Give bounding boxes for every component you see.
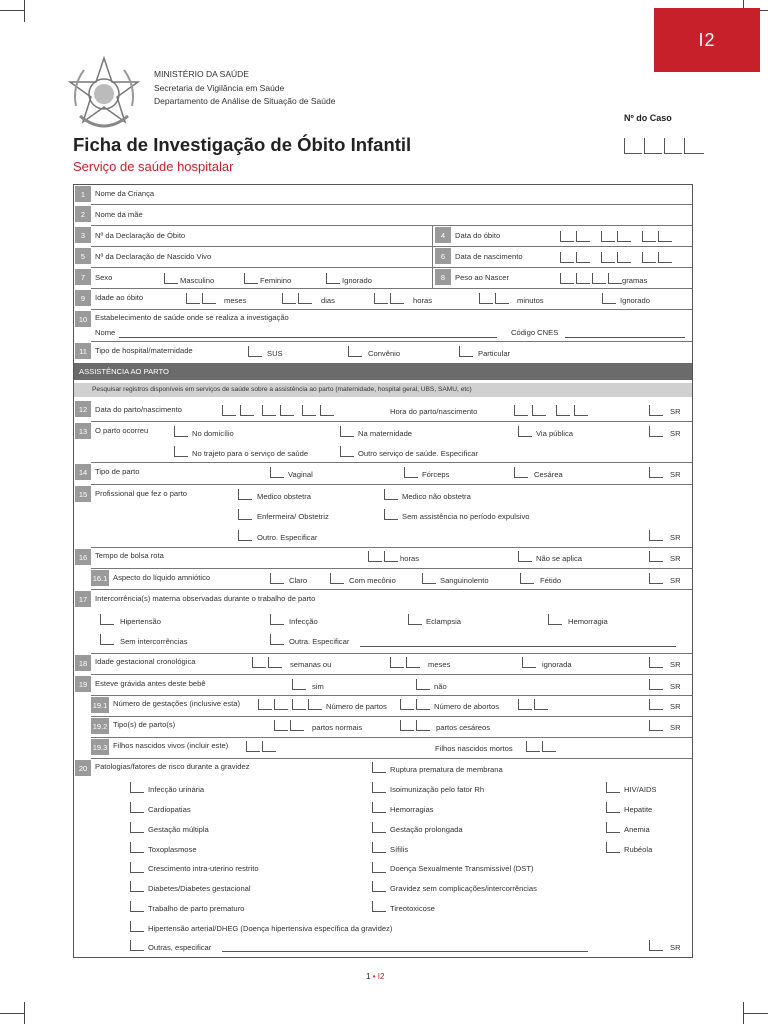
delivery-cesarean-checkbox[interactable] — [514, 467, 528, 478]
sex-female-checkbox[interactable] — [244, 273, 258, 284]
infection-label: Infecção — [289, 617, 318, 626]
risk-item: Anemia — [624, 825, 650, 834]
establishment-name-label: Nome — [95, 328, 116, 337]
hospital-convenio-label: Convênio — [368, 349, 401, 358]
delivery-type-label: Tipo de parto — [95, 467, 140, 476]
risk-checkbox[interactable] — [130, 782, 144, 793]
sr-label: SR — [670, 682, 681, 691]
sex-male-label: Masculino — [180, 276, 215, 285]
field-number: 7 — [75, 269, 91, 285]
sr-label: SR — [670, 723, 681, 732]
abortions-count-label: Número de abortos — [434, 702, 500, 711]
age-box[interactable] — [298, 293, 312, 304]
cesarean-births-box[interactable] — [400, 720, 414, 731]
age-hours-label: horas — [413, 296, 432, 305]
age-box[interactable] — [374, 293, 388, 304]
mother-name-label: Nome da mãe — [95, 210, 143, 219]
page-subtitle: Serviço de saúde hospitalar — [73, 159, 234, 174]
risk-item: Rubéola — [624, 845, 653, 854]
gest-weeks-box[interactable] — [268, 657, 282, 668]
stillborn-box[interactable] — [542, 741, 556, 752]
risk-checkbox[interactable] — [372, 842, 386, 853]
risk-checkbox[interactable] — [372, 881, 386, 892]
birth-time-box[interactable] — [514, 405, 528, 416]
weight-box[interactable] — [560, 273, 574, 284]
birth-time-label: Hora do parto/nascimento — [390, 407, 478, 416]
delivery-cesarean-label: Cesárea — [534, 470, 563, 479]
death-declaration-label: Nº da Declaração de Óbito — [95, 231, 186, 240]
field-number: 12 — [75, 401, 91, 417]
cesarean-births-box[interactable] — [416, 720, 430, 731]
sr-checkbox[interactable] — [649, 551, 663, 562]
rupture-hours-box[interactable] — [384, 551, 398, 562]
footer-code: I2 — [377, 972, 385, 981]
fluid-bloody-checkbox[interactable] — [422, 573, 436, 584]
form-code-tab: I2 — [654, 8, 760, 72]
birth-date-box[interactable] — [240, 405, 254, 416]
place-other-label: Outro serviço de saúde. Especificar — [358, 449, 478, 458]
cnes-line[interactable] — [565, 337, 685, 338]
field-number: 14 — [75, 464, 91, 480]
place-route-label: No trajeto para o serviço de saúde — [192, 449, 309, 458]
field-number: 15 — [75, 486, 91, 502]
birth-datetime-label: Data do parto/nascimento — [95, 405, 182, 414]
field-number: 16 — [75, 549, 91, 565]
fluid-bloody-label: Sanguinolento — [440, 576, 489, 585]
case-number-label: Nº do Caso — [624, 113, 672, 123]
case-number-box[interactable] — [644, 138, 662, 154]
sr-label: SR — [670, 470, 681, 479]
age-at-death-label: Idade ao óbito — [95, 293, 144, 302]
cnes-label: Código CNES — [511, 328, 559, 337]
weight-box[interactable] — [576, 273, 590, 284]
crop-mark — [0, 10, 24, 11]
risk-checkbox[interactable] — [372, 822, 386, 833]
field-number: 19.2 — [91, 718, 109, 734]
death-date-box[interactable] — [560, 231, 574, 242]
risk-checkbox[interactable] — [606, 782, 620, 793]
normal-births-box[interactable] — [290, 720, 304, 731]
death-date-box[interactable] — [642, 231, 656, 242]
field-number: 11 — [75, 343, 91, 359]
birth-date-box[interactable] — [576, 252, 590, 263]
risk-item: Cardiopatias — [148, 805, 191, 814]
hospital-private-checkbox[interactable] — [459, 346, 473, 357]
field-number: 17 — [75, 591, 91, 607]
rupture-na-label: Não se aplica — [536, 554, 583, 563]
gestations-box[interactable] — [258, 699, 272, 710]
sr-label: SR — [670, 702, 681, 711]
live-children-box[interactable] — [246, 741, 260, 752]
risk-checkbox[interactable] — [372, 901, 386, 912]
sex-ignored-label: Ignorado — [342, 276, 372, 285]
delivery-vaginal-checkbox[interactable] — [270, 467, 284, 478]
sr-label: SR — [670, 407, 681, 416]
risk-item: Gravidez sem complicações/intercorrências — [390, 884, 537, 893]
field-number: 19.1 — [91, 697, 109, 713]
gest-months-label: meses — [428, 660, 451, 669]
birth-weight-label: Peso ao Nascer — [455, 273, 510, 282]
footer-bullet: • — [372, 972, 376, 981]
delivery-forceps-checkbox[interactable] — [404, 467, 418, 478]
previous-delivery-types-label: Tipo(s) de parto(s) — [113, 720, 176, 729]
risk-item: Gestação prolongada — [390, 825, 463, 834]
hospital-sus-label: SUS — [267, 349, 283, 358]
birth-date-box[interactable] — [320, 405, 334, 416]
prof-none-label: Sem assistência no período expulsivo — [402, 512, 530, 521]
field-number: 18 — [75, 655, 91, 671]
abortions-box[interactable] — [416, 699, 430, 710]
abortions-box[interactable] — [400, 699, 414, 710]
infection-checkbox[interactable] — [270, 614, 284, 625]
eclampsia-checkbox[interactable] — [408, 614, 422, 625]
sr-checkbox[interactable] — [649, 467, 663, 478]
death-date-box[interactable] — [617, 231, 631, 242]
live-birth-declaration-label: Nº da Declaração de Nascido Vivo — [95, 252, 212, 261]
page-number: 1 — [366, 972, 371, 981]
sex-ignored-checkbox[interactable] — [326, 273, 340, 284]
normal-births-label: partos normais — [312, 723, 363, 732]
risk-item: Diabetes/Diabetes gestacional — [148, 884, 251, 893]
previous-no-checkbox[interactable] — [416, 679, 430, 690]
risk-checkbox[interactable] — [130, 802, 144, 813]
risk-checkbox[interactable] — [372, 782, 386, 793]
hypertension-checkbox[interactable] — [100, 614, 114, 625]
risk-item: Sífilis — [390, 845, 409, 854]
secretariat-name: Secretaria de Vigilância em Saúde — [154, 83, 285, 93]
prof-obstetrician-checkbox[interactable] — [238, 489, 252, 500]
field-number: 5 — [75, 248, 91, 264]
gestations-box[interactable] — [274, 699, 288, 710]
prof-non-obstetrician-label: Medico não obstetra — [402, 492, 471, 501]
eclampsia-label: Eclampsia — [426, 617, 462, 626]
case-number-box[interactable] — [664, 138, 682, 154]
case-number-box[interactable] — [684, 138, 704, 154]
place-home-label: No domicílio — [192, 429, 234, 438]
hypertension-label: Hipertensão — [120, 617, 161, 626]
abortions-box[interactable] — [534, 699, 548, 710]
birth-date-box[interactable] — [222, 405, 236, 416]
sr-checkbox[interactable] — [649, 679, 663, 690]
sr-label: SR — [670, 429, 681, 438]
live-children-box[interactable] — [262, 741, 276, 752]
field-number: 4 — [435, 227, 451, 243]
fluid-clear-checkbox[interactable] — [270, 573, 284, 584]
prof-other-checkbox[interactable] — [238, 530, 252, 541]
professional-label: Profissional que fez o parto — [95, 489, 188, 498]
cesarean-births-label: partos cesáreos — [436, 723, 491, 732]
field-number: 6 — [435, 248, 451, 264]
sr-checkbox[interactable] — [649, 940, 663, 951]
case-number-box[interactable] — [624, 138, 642, 154]
sr-label: SR — [670, 576, 681, 585]
live-children-label: Filhos nascidos vivos (incluir este) — [113, 741, 229, 750]
prof-obstetrician-label: Medico obstetra — [257, 492, 312, 501]
section-heading: ASSISTÊNCIA AO PARTO — [74, 363, 692, 380]
birth-date-box[interactable] — [302, 405, 316, 416]
crop-mark — [24, 0, 25, 22]
stillborn-children-label: Filhos nascidos mortos — [435, 744, 513, 753]
risk-checkbox[interactable] — [130, 901, 144, 912]
place-home-checkbox[interactable] — [174, 426, 188, 437]
fluid-clear-label: Claro — [289, 576, 308, 585]
birth-date-box[interactable] — [280, 405, 294, 416]
weight-box[interactable] — [608, 273, 622, 284]
risk-checkbox[interactable] — [372, 762, 386, 773]
births-count-label: Número de partos — [326, 702, 387, 711]
risk-item: Gestação múltipla — [148, 825, 209, 834]
sr-checkbox[interactable] — [649, 573, 663, 584]
age-months-label: meses — [224, 296, 247, 305]
other-intercurrence-line[interactable] — [360, 646, 676, 647]
hospital-type-label: Tipo de hospital/maternidade — [95, 346, 193, 355]
prof-other-label: Outro. Especificar — [257, 533, 318, 542]
births-box[interactable] — [292, 699, 306, 710]
age-minutes-label: minutos — [517, 296, 544, 305]
abortions-box[interactable] — [518, 699, 532, 710]
place-maternity-label: Na maternidade — [358, 429, 413, 438]
risk-checkbox[interactable] — [130, 921, 144, 932]
place-street-checkbox[interactable] — [518, 426, 532, 437]
sr-checkbox[interactable] — [649, 530, 663, 541]
sr-checkbox[interactable] — [649, 720, 663, 731]
sex-female-label: Feminino — [260, 276, 292, 285]
sr-label: SR — [670, 943, 681, 952]
risk-checkbox[interactable] — [606, 802, 620, 813]
birth-date-box[interactable] — [601, 252, 615, 263]
age-box[interactable] — [495, 293, 509, 304]
field-number: 3 — [75, 227, 91, 243]
age-ignored-label: Ignorado — [620, 296, 650, 305]
previous-no-label: não — [434, 682, 447, 691]
field-number: 9 — [75, 290, 91, 306]
risk-checkbox[interactable] — [130, 940, 144, 951]
sr-label: SR — [670, 660, 681, 669]
stillborn-box[interactable] — [526, 741, 540, 752]
risk-checkbox[interactable] — [372, 802, 386, 813]
previous-yes-checkbox[interactable] — [292, 679, 306, 690]
risk-item: Infecção urinária — [148, 785, 205, 794]
crop-mark — [743, 1002, 744, 1024]
other-intercurrence-label: Outra. Especificar — [289, 637, 350, 646]
section-note: Pesquisar registros disponíveis em serviços de saúde sobre a assistência ao parto (maternidade, hospital geral, UBS, SAMU, etc) — [74, 383, 692, 397]
gest-weeks-box[interactable] — [252, 657, 266, 668]
death-date-label: Data do óbito — [455, 231, 501, 240]
gest-months-box[interactable] — [390, 657, 404, 668]
no-intercurrence-label: Sem intercorrências — [120, 637, 188, 646]
birth-date-box[interactable] — [617, 252, 631, 263]
fluid-fetid-checkbox[interactable] — [520, 573, 534, 584]
age-box[interactable] — [479, 293, 493, 304]
risk-item: Tireotoxicose — [390, 904, 435, 913]
sr-checkbox[interactable] — [649, 405, 663, 416]
prof-none-checkbox[interactable] — [384, 509, 398, 520]
birth-date-box[interactable] — [642, 252, 656, 263]
sr-label: SR — [670, 554, 681, 563]
risk-checkbox[interactable] — [130, 862, 144, 873]
risk-item: Isoimunização pelo fator Rh — [390, 785, 485, 794]
prof-nurse-checkbox[interactable] — [238, 509, 252, 520]
crop-mark — [0, 1013, 24, 1014]
hospital-private-label: Particular — [478, 349, 511, 358]
birth-date-box[interactable] — [560, 252, 574, 263]
place-route-checkbox[interactable] — [174, 446, 188, 457]
risk-checkbox[interactable] — [130, 842, 144, 853]
place-maternity-checkbox[interactable] — [340, 426, 354, 437]
sex-label: Sexo — [95, 273, 113, 282]
sr-label: SR — [670, 533, 681, 542]
risk-item: Ruptura prematura de membrana — [390, 765, 503, 774]
hospital-sus-checkbox[interactable] — [248, 346, 262, 357]
birth-time-box[interactable] — [556, 405, 570, 416]
department-name: Departamento de Análise de Situação de Saúde — [154, 96, 336, 106]
risk-item: Trabalho de parto prematuro — [148, 904, 245, 913]
place-other-checkbox[interactable] — [340, 446, 354, 457]
no-intercurrence-checkbox[interactable] — [100, 634, 114, 645]
birth-date-box[interactable] — [262, 405, 276, 416]
weight-box[interactable] — [592, 273, 606, 284]
ministry-name: MINISTÉRIO DA SAÚDE — [154, 69, 249, 79]
sr-checkbox[interactable] — [649, 699, 663, 710]
prof-nurse-label: Enfermeira/ Obstetriz — [257, 512, 329, 521]
gestations-count-label: Número de gestações (inclusive esta) — [113, 699, 241, 708]
establishment-label: Estabelecimento de saúde onde se realiza a investigação — [95, 313, 289, 322]
field-number: 8 — [435, 269, 451, 285]
page-title: Ficha de Investigação de Óbito Infantil — [73, 134, 412, 155]
age-box[interactable] — [186, 293, 200, 304]
risk-item: HIV/AIDS — [624, 785, 657, 794]
normal-births-box[interactable] — [274, 720, 288, 731]
sr-checkbox[interactable] — [649, 657, 663, 668]
death-date-box[interactable] — [601, 231, 615, 242]
crop-mark — [744, 1013, 768, 1014]
field-number: 10 — [75, 311, 91, 327]
child-name-label: Nome da Criança — [95, 189, 155, 198]
field-number: 1 — [75, 186, 91, 202]
investigation-form — [73, 184, 693, 958]
crop-mark — [24, 1002, 25, 1024]
fluid-meconium-checkbox[interactable] — [330, 573, 344, 584]
age-box[interactable] — [390, 293, 404, 304]
age-days-label: dias — [321, 296, 335, 305]
gest-weeks-label: semanas ou — [290, 660, 332, 669]
risk-item: Toxoplasmose — [148, 845, 197, 854]
page-footer — [366, 972, 384, 981]
rupture-hours-box[interactable] — [368, 551, 382, 562]
field-number: 19 — [75, 676, 91, 692]
risk-other-line[interactable] — [222, 951, 588, 952]
intercurrence-label: Intercorrência(s) materna observadas durante o trabalho de parto — [95, 594, 316, 603]
rupture-hours-label: horas — [400, 554, 419, 563]
field-number: 2 — [75, 206, 91, 222]
risk-item: Hipertensão arterial/DHEG (Doença hipertensiva específica da gravidez) — [148, 924, 393, 933]
coat-of-arms-icon — [66, 56, 142, 134]
other-intercurrence-checkbox[interactable] — [270, 634, 284, 645]
birth-time-box[interactable] — [532, 405, 546, 416]
risk-factors-label: Patologias/fatores de risco durante a gravidez — [95, 762, 250, 771]
field-number: 13 — [75, 423, 91, 439]
fluid-fetid-label: Fétido — [540, 576, 562, 585]
delivery-vaginal-label: Vaginal — [288, 470, 313, 479]
gest-months-box[interactable] — [406, 657, 420, 668]
gest-ignored-label: ignorada — [542, 660, 572, 669]
hospital-convenio-checkbox[interactable] — [348, 346, 362, 357]
age-box[interactable] — [282, 293, 296, 304]
field-number: 16.1 — [91, 570, 109, 586]
hemorrhage-checkbox[interactable] — [548, 614, 562, 625]
weight-unit: gramas — [622, 276, 648, 285]
gestational-age-label: Idade gestacional cronológica — [95, 657, 196, 666]
establishment-name-line[interactable] — [119, 337, 497, 338]
fluid-meconium-label: Com mecônio — [349, 576, 396, 585]
risk-checkbox[interactable] — [606, 822, 620, 833]
field-number: 20 — [75, 760, 91, 776]
risk-checkbox[interactable] — [606, 842, 620, 853]
risk-item: Hepatite — [624, 805, 653, 814]
birth-date-label: Data de nascimento — [455, 252, 523, 261]
sr-checkbox[interactable] — [649, 426, 663, 437]
age-box[interactable] — [202, 293, 216, 304]
age-ignored-checkbox[interactable] — [602, 293, 616, 304]
death-date-box[interactable] — [658, 231, 672, 242]
births-box[interactable] — [308, 699, 322, 710]
risk-item: Hemorragias — [390, 805, 434, 814]
birth-time-box[interactable] — [574, 405, 588, 416]
delivery-forceps-label: Fórceps — [422, 470, 450, 479]
place-street-label: Via pública — [536, 429, 574, 438]
hemorrhage-label: Hemorragia — [568, 617, 608, 626]
field-number: 19.3 — [91, 739, 109, 755]
birth-date-box[interactable] — [658, 252, 672, 263]
previous-yes-label: sim — [312, 682, 324, 691]
gest-ignored-checkbox[interactable] — [522, 657, 536, 668]
risk-checkbox[interactable] — [372, 862, 386, 873]
ruptured-membrane-label: Tempo de bolsa rota — [95, 551, 164, 560]
risk-item: Doença Sexualmente Transmissível (DST) — [390, 864, 534, 873]
amniotic-fluid-label: Aspecto do líquido amniótico — [113, 573, 211, 582]
risk-checkbox[interactable] — [130, 822, 144, 833]
risk-checkbox[interactable] — [130, 881, 144, 892]
risk-item: Outras, especificar — [148, 943, 212, 952]
birth-place-label: O parto ocorreu — [95, 426, 149, 435]
previous-pregnancy-label: Esteve grávida antes deste bebê — [95, 679, 206, 688]
death-date-box[interactable] — [576, 231, 590, 242]
risk-item: Crescimento intra-uterino restrito — [148, 864, 259, 873]
sex-male-checkbox[interactable] — [164, 273, 178, 284]
rupture-na-checkbox[interactable] — [518, 551, 532, 562]
prof-non-obstetrician-checkbox[interactable] — [384, 489, 398, 500]
